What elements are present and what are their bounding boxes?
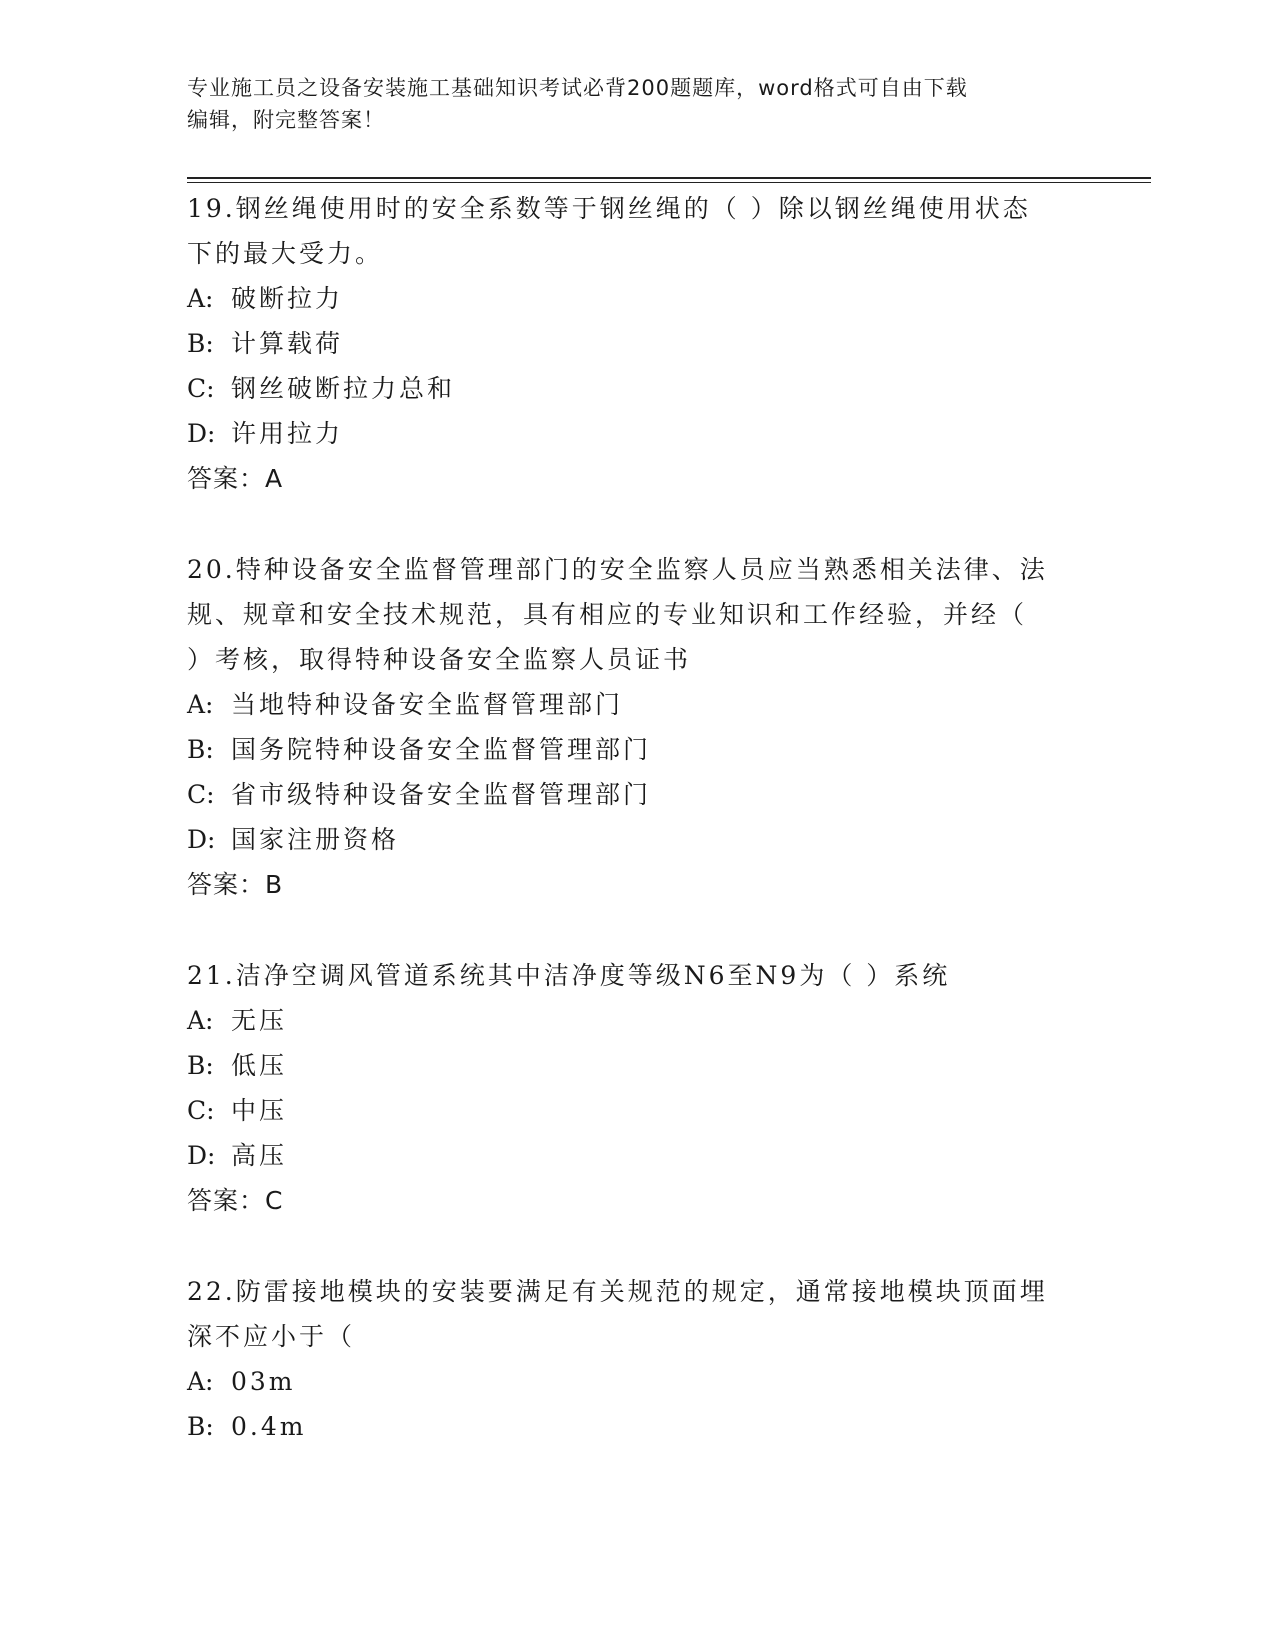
option-b: [187, 321, 1087, 366]
question-stem-line: 19.钢丝绳使用时的安全系数等于钢丝绳的（ ）除以钢丝绳使用状态: [187, 194, 1031, 223]
question-stem-line: 20.特种设备安全监督管理部门的安全监察人员应当熟悉相关法律、法: [187, 555, 1048, 584]
option-text: 钢丝破断拉力总和: [231, 374, 456, 403]
option-letter: D:: [187, 419, 216, 448]
question-21: [187, 953, 1087, 1223]
header-line-2: 编辑，附完整答案！: [187, 108, 385, 132]
question-stem-line: 下的最大受力。: [187, 239, 384, 268]
option-text: 中压: [231, 1096, 288, 1125]
option-letter: A:: [187, 284, 214, 313]
option-a: [187, 1359, 1087, 1404]
answer-line: 答案：B: [187, 870, 284, 899]
option-letter: C:: [187, 374, 215, 403]
question-stem-line: 深不应小于（: [187, 1322, 356, 1351]
option-a: [187, 276, 1087, 321]
option-text: 破断拉力: [231, 284, 344, 313]
option-letter: C:: [187, 1096, 215, 1125]
question-22: [187, 1269, 1087, 1449]
option-c: [187, 772, 1087, 817]
option-c: [187, 1088, 1087, 1133]
option-text: 无压: [231, 1006, 288, 1035]
question-19: [187, 186, 1087, 501]
option-text: 国务院特种设备安全监督管理部门: [231, 735, 652, 764]
option-b: [187, 1043, 1087, 1088]
header-line-1: 专业施工员之设备安装施工基础知识考试必背200题题库，word格式可自由下载: [187, 76, 968, 100]
option-text: 国家注册资格: [231, 825, 400, 854]
question-stem-line: 规、规章和安全技术规范，具有相应的专业知识和工作经验，并经（: [187, 600, 1028, 629]
option-text: 许用拉力: [231, 419, 344, 448]
option-text: 省市级特种设备安全监督管理部门: [231, 780, 652, 809]
document-header: [187, 72, 1067, 136]
option-letter: C:: [187, 780, 215, 809]
option-text: 0.4m: [231, 1412, 307, 1441]
option-letter: A:: [187, 690, 214, 719]
option-letter: A:: [187, 1367, 214, 1396]
option-d: [187, 411, 1087, 456]
option-letter: B:: [187, 329, 214, 358]
option-letter: B:: [187, 1412, 214, 1441]
question-list: [187, 186, 1087, 1495]
question-stem-line: 22.防雷接地模块的安装要满足有关规范的规定，通常接地模块顶面埋: [187, 1277, 1048, 1306]
answer-line: 答案：A: [187, 464, 284, 493]
option-b: [187, 727, 1087, 772]
option-letter: B:: [187, 1051, 214, 1080]
option-text: 计算载荷: [231, 329, 344, 358]
option-a: [187, 998, 1087, 1043]
option-letter: B:: [187, 735, 214, 764]
option-letter: D:: [187, 825, 216, 854]
option-d: [187, 1133, 1087, 1178]
option-c: [187, 366, 1087, 411]
option-text: 当地特种设备安全监督管理部门: [231, 690, 624, 719]
option-letter: A:: [187, 1006, 214, 1035]
answer-line: 答案：C: [187, 1186, 284, 1215]
header-divider-thin: [187, 182, 1151, 183]
header-divider-thick: [187, 177, 1151, 179]
option-letter: D:: [187, 1141, 216, 1170]
option-text: 03m: [231, 1367, 296, 1396]
question-stem-line: 21.洁净空调风管道系统其中洁净度等级N6至N9为（ ）系统: [187, 961, 951, 990]
question-20: [187, 547, 1087, 907]
option-a: [187, 682, 1087, 727]
option-d: [187, 817, 1087, 862]
option-b: [187, 1404, 1087, 1449]
option-text: 高压: [231, 1141, 288, 1170]
question-stem-line: ）考核，取得特种设备安全监察人员证书: [187, 645, 692, 674]
option-text: 低压: [231, 1051, 288, 1080]
